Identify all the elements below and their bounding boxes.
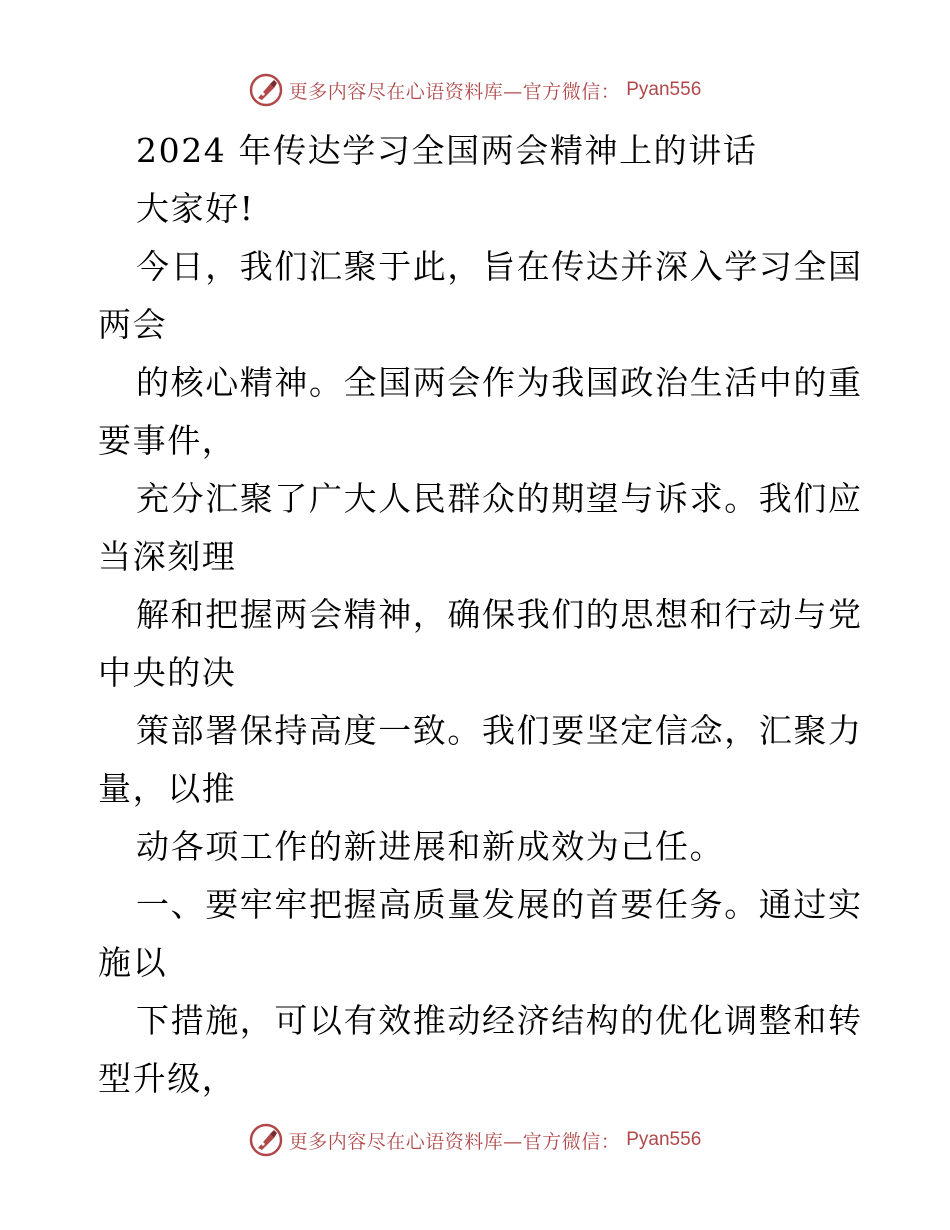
- paragraph-line: 当深刻理: [98, 537, 237, 576]
- paragraph-line: 中央的决: [98, 653, 237, 692]
- pen-nib-logo-icon: [249, 73, 283, 107]
- greeting-line: 大家好!: [136, 189, 255, 228]
- paragraph-line: 要事件，: [98, 421, 237, 460]
- paragraph-line: 解和把握两会精神，确保我们的思想和行动与党: [136, 595, 863, 634]
- paragraph-line: 施以: [98, 943, 168, 982]
- section-heading-line: 一、要牢牢把握高质量发展的首要任务。通过实: [136, 885, 863, 924]
- watermark-wechat-id: Pyan556: [626, 79, 702, 100]
- paragraph-line: 动各项工作的新进展和新成效为己任。: [136, 827, 725, 866]
- header-watermark: [0, 70, 950, 110]
- paragraph-line: 充分汇聚了广大人民群众的期望与诉求。我们应: [136, 479, 863, 518]
- document-body: [98, 122, 863, 1108]
- watermark-text: 更多内容尽在心语资料库—官方微信：: [288, 1130, 621, 1153]
- paragraph-line: 量，以推: [98, 769, 237, 808]
- footer-watermark: [0, 1120, 950, 1160]
- pen-nib-logo-icon: [249, 1123, 283, 1157]
- paragraph-line: 的核心精神。全国两会作为我国政治生活中的重: [136, 363, 863, 402]
- paragraph-line: 下措施，可以有效推动经济结构的优化调整和转: [136, 1001, 863, 1040]
- paragraph-line: 两会: [98, 305, 168, 344]
- watermark-wechat-id: Pyan556: [626, 1129, 702, 1150]
- paragraph-line: 型升级，: [98, 1059, 237, 1098]
- document-title: 2024 年传达学习全国两会精神上的讲话: [136, 131, 758, 170]
- paragraph-line: 今日，我们汇聚于此，旨在传达并深入学习全国: [136, 247, 863, 286]
- paragraph-line: 策部署保持高度一致。我们要坚定信念，汇聚力: [136, 711, 863, 750]
- watermark-text: 更多内容尽在心语资料库—官方微信：: [288, 80, 621, 103]
